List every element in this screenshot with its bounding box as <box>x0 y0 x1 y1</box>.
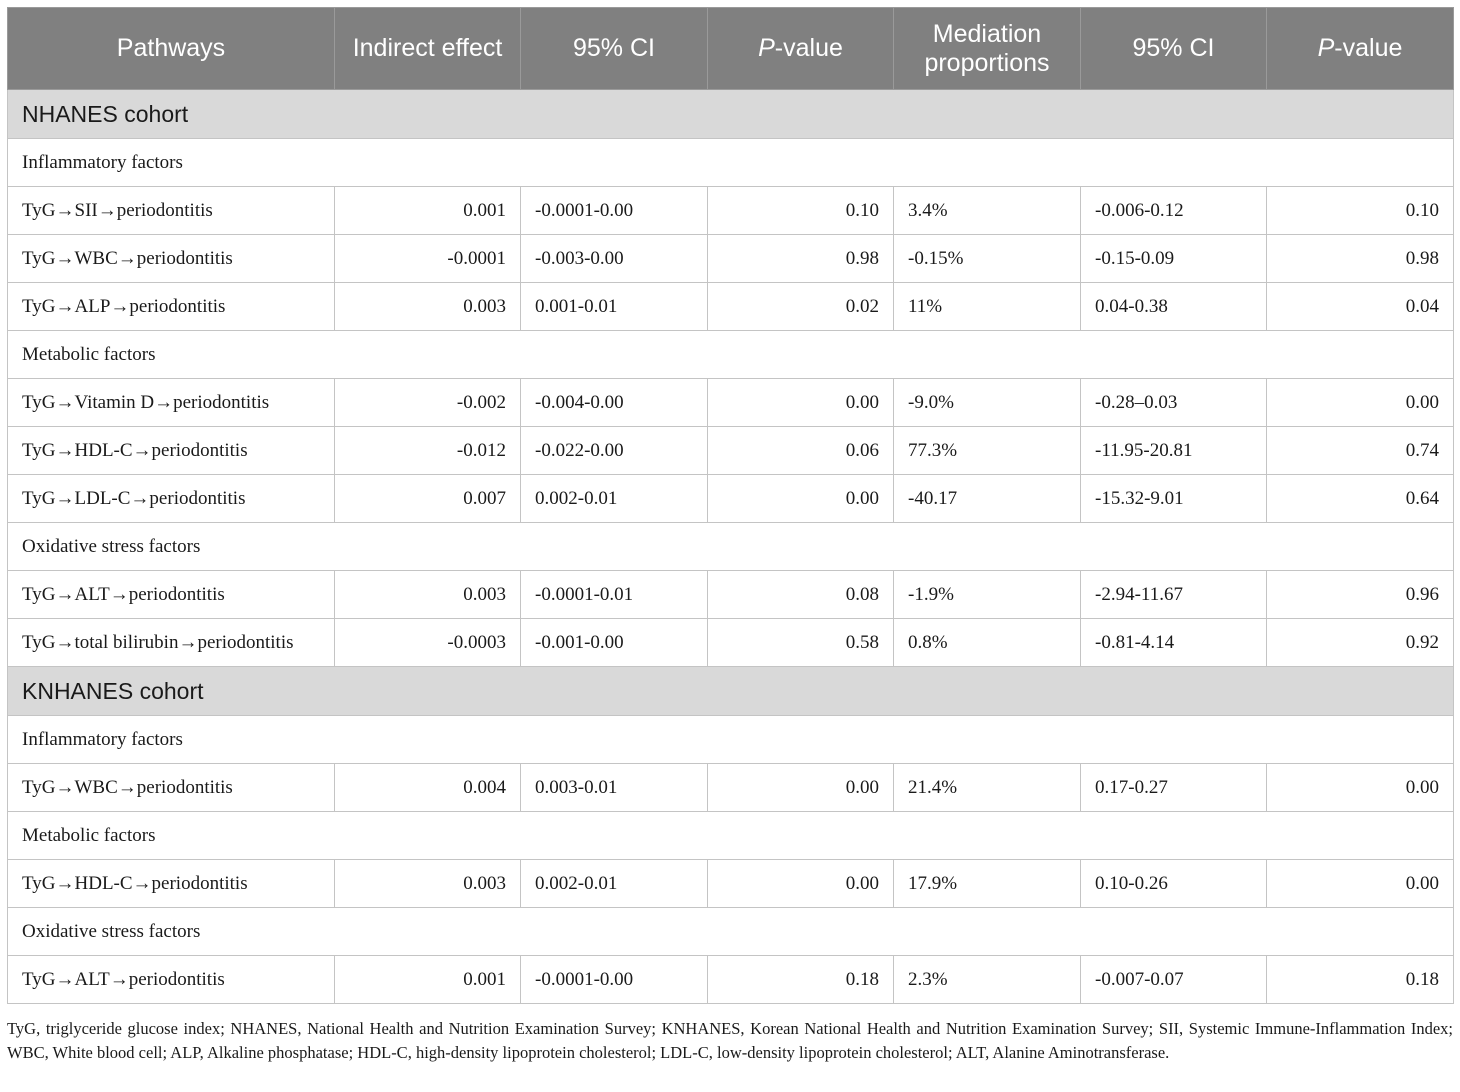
p-value-cell: 0.92 <box>1267 619 1454 667</box>
mediation-proportion-cell: 17.9% <box>894 860 1081 908</box>
ci-cell: 0.003-0.01 <box>521 764 708 812</box>
p-value-cell: 0.00 <box>708 379 894 427</box>
table-row <box>8 187 1454 235</box>
group-row <box>8 331 1454 379</box>
table-row <box>8 427 1454 475</box>
indirect-effect-cell: 0.003 <box>335 571 521 619</box>
table-row <box>8 235 1454 283</box>
header-p-rest: -value <box>774 34 843 62</box>
table-row <box>8 860 1454 908</box>
mediation-proportion-cell: 0.8% <box>894 619 1081 667</box>
p-value-cell: 0.00 <box>1267 764 1454 812</box>
group-label: Inflammatory factors <box>8 139 1454 187</box>
table-body <box>8 90 1454 1004</box>
ci-cell: -0.006-0.12 <box>1081 187 1267 235</box>
group-row <box>8 908 1454 956</box>
indirect-effect-cell: -0.0001 <box>335 235 521 283</box>
ci-cell: -0.0001-0.01 <box>521 571 708 619</box>
ci-cell: 0.001-0.01 <box>521 283 708 331</box>
header-p-italic: P <box>758 34 775 62</box>
p-value-cell: 0.58 <box>708 619 894 667</box>
p-value-cell: 0.64 <box>1267 475 1454 523</box>
p-value-cell: 0.04 <box>1267 283 1454 331</box>
indirect-effect-cell: 0.001 <box>335 187 521 235</box>
mediation-proportion-cell: 11% <box>894 283 1081 331</box>
cohort-label: NHANES cohort <box>8 90 1454 139</box>
p-value-cell: 0.06 <box>708 427 894 475</box>
table-row <box>8 764 1454 812</box>
p-value-cell: 0.98 <box>1267 235 1454 283</box>
ci-cell: -15.32-9.01 <box>1081 475 1267 523</box>
p-value-cell: 0.18 <box>1267 956 1454 1004</box>
p-value-cell: 0.96 <box>1267 571 1454 619</box>
group-row <box>8 812 1454 860</box>
indirect-effect-cell: 0.007 <box>335 475 521 523</box>
mediation-proportion-cell: -40.17 <box>894 475 1081 523</box>
group-label: Oxidative stress factors <box>8 908 1454 956</box>
p-value-cell: 0.00 <box>1267 860 1454 908</box>
mediation-proportion-cell: 21.4% <box>894 764 1081 812</box>
pathway-cell: TyG→ALP→periodontitis <box>8 283 335 331</box>
indirect-effect-cell: 0.003 <box>335 860 521 908</box>
indirect-effect-cell: 0.004 <box>335 764 521 812</box>
pathway-cell: TyG→total bilirubin→periodontitis <box>8 619 335 667</box>
p-value-cell: 0.74 <box>1267 427 1454 475</box>
pathway-cell: TyG→WBC→periodontitis <box>8 764 335 812</box>
table-row <box>8 619 1454 667</box>
group-label: Inflammatory factors <box>8 716 1454 764</box>
header-row <box>8 8 1454 90</box>
pathway-cell: TyG→LDL-C→periodontitis <box>8 475 335 523</box>
header-p-value-1 <box>708 8 894 90</box>
header-ci-1: 95% CI <box>521 8 708 90</box>
mediation-proportion-cell: -9.0% <box>894 379 1081 427</box>
p-value-cell: 0.00 <box>708 475 894 523</box>
cohort-row <box>8 667 1454 716</box>
ci-cell: -11.95-20.81 <box>1081 427 1267 475</box>
cohort-row <box>8 90 1454 139</box>
table-row <box>8 283 1454 331</box>
mediation-proportion-cell: 77.3% <box>894 427 1081 475</box>
ci-cell: 0.04-0.38 <box>1081 283 1267 331</box>
p-value-cell: 0.00 <box>708 764 894 812</box>
ci-cell: -2.94-11.67 <box>1081 571 1267 619</box>
indirect-effect-cell: -0.012 <box>335 427 521 475</box>
p-value-cell: 0.02 <box>708 283 894 331</box>
ci-cell: -0.28–0.03 <box>1081 379 1267 427</box>
table-row <box>8 475 1454 523</box>
ci-cell: -0.007-0.07 <box>1081 956 1267 1004</box>
table-footnote: TyG, triglyceride glucose index; NHANES, National Health and Nutrition Examination Survey; KNHANES, Korean National Health and Nutrition Examination Survey; SII, Systemic Immune-Inflammation Index; WBC, White blood cell; ALP, Alkaline phosphatase; HDL-C, high-density lipoprotein cholesterol; LDL-C, low-density lipoprotein cholesterol; ALT, Alanine Aminotransferase. <box>7 1019 1453 1062</box>
p-value-cell: 0.08 <box>708 571 894 619</box>
ci-cell: -0.0001-0.00 <box>521 187 708 235</box>
ci-cell: -0.81-4.14 <box>1081 619 1267 667</box>
ci-cell: -0.15-0.09 <box>1081 235 1267 283</box>
mediation-proportion-cell: 2.3% <box>894 956 1081 1004</box>
mediation-proportion-cell: -1.9% <box>894 571 1081 619</box>
header-indirect-effect: Indirect effect <box>335 8 521 90</box>
ci-cell: -0.003-0.00 <box>521 235 708 283</box>
pathway-cell: TyG→SII→periodontitis <box>8 187 335 235</box>
mediation-proportion-cell: -0.15% <box>894 235 1081 283</box>
ci-cell: 0.10-0.26 <box>1081 860 1267 908</box>
group-label: Metabolic factors <box>8 812 1454 860</box>
group-label: Oxidative stress factors <box>8 523 1454 571</box>
indirect-effect-cell: -0.0003 <box>335 619 521 667</box>
cohort-label: KNHANES cohort <box>8 667 1454 716</box>
table-row <box>8 956 1454 1004</box>
mediation-table <box>7 7 1454 1004</box>
pathway-cell: TyG→HDL-C→periodontitis <box>8 427 335 475</box>
pathway-cell: TyG→Vitamin D→periodontitis <box>8 379 335 427</box>
ci-cell: -0.001-0.00 <box>521 619 708 667</box>
ci-cell: 0.002-0.01 <box>521 475 708 523</box>
header-pathways: Pathways <box>8 8 335 90</box>
header-mediation-proportions: Mediation proportions <box>894 8 1081 90</box>
p-value-cell: 0.18 <box>708 956 894 1004</box>
group-row <box>8 139 1454 187</box>
header-ci-2: 95% CI <box>1081 8 1267 90</box>
header-p-rest: -value <box>1334 34 1403 62</box>
group-row <box>8 523 1454 571</box>
header-p-italic: P <box>1317 34 1335 62</box>
indirect-effect-cell: -0.002 <box>335 379 521 427</box>
p-value-cell: 0.00 <box>708 860 894 908</box>
header-p-value-2 <box>1267 8 1454 90</box>
group-label: Metabolic factors <box>8 331 1454 379</box>
table-row <box>8 571 1454 619</box>
ci-cell: 0.17-0.27 <box>1081 764 1267 812</box>
mediation-proportion-cell: 3.4% <box>894 187 1081 235</box>
table-container <box>7 7 1453 1004</box>
pathway-cell: TyG→HDL-C→periodontitis <box>8 860 335 908</box>
pathway-cell: TyG→WBC→periodontitis <box>8 235 335 283</box>
indirect-effect-cell: 0.003 <box>335 283 521 331</box>
ci-cell: -0.004-0.00 <box>521 379 708 427</box>
pathway-cell: TyG→ALT→periodontitis <box>8 571 335 619</box>
p-value-cell: 0.10 <box>708 187 894 235</box>
table-row <box>8 379 1454 427</box>
ci-cell: 0.002-0.01 <box>521 860 708 908</box>
p-value-cell: 0.10 <box>1267 187 1454 235</box>
p-value-cell: 0.98 <box>708 235 894 283</box>
pathway-cell: TyG→ALT→periodontitis <box>8 956 335 1004</box>
p-value-cell: 0.00 <box>1267 379 1454 427</box>
indirect-effect-cell: 0.001 <box>335 956 521 1004</box>
ci-cell: -0.022-0.00 <box>521 427 708 475</box>
ci-cell: -0.0001-0.00 <box>521 956 708 1004</box>
group-row <box>8 716 1454 764</box>
